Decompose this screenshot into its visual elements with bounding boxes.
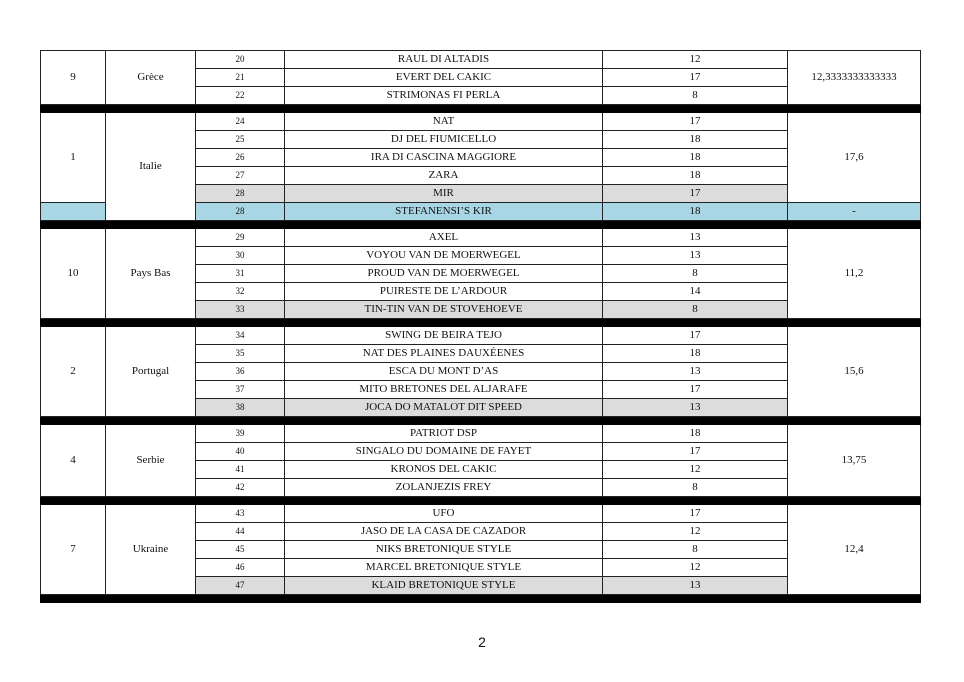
country-cell: Grèce <box>106 51 196 105</box>
dog-number-cell: 41 <box>196 461 285 479</box>
dog-score-cell: 13 <box>603 363 788 381</box>
dog-number-cell: 46 <box>196 559 285 577</box>
team-rank-cell-empty <box>41 203 106 221</box>
dog-score-cell: 12 <box>603 559 788 577</box>
dog-number-cell: 31 <box>196 265 285 283</box>
dog-number-cell: 35 <box>196 345 285 363</box>
dog-number-cell: 45 <box>196 541 285 559</box>
dog-number-cell: 37 <box>196 381 285 399</box>
dog-score-cell: 18 <box>603 203 788 221</box>
dog-number-cell: 28 <box>196 203 285 221</box>
dog-number-cell: 29 <box>196 229 285 247</box>
dog-name-cell: RAUL DI ALTADIS <box>285 51 603 69</box>
dog-score-cell: 8 <box>603 301 788 319</box>
team-average-cell: 17,6 <box>788 113 921 203</box>
dog-name-cell: ESCA DU MONT D’AS <box>285 363 603 381</box>
dog-score-cell: 12 <box>603 523 788 541</box>
group-separator <box>41 221 921 229</box>
dog-name-cell: PROUD VAN DE MOERWEGEL <box>285 265 603 283</box>
dog-name-cell: MITO BRETONES DEL ALJARAFE <box>285 381 603 399</box>
dog-name-cell: IRA DI CASCINA MAGGIORE <box>285 149 603 167</box>
dog-name-cell: ZOLANJEZIS FREY <box>285 479 603 497</box>
team-average-cell: 12,3333333333333 <box>788 51 921 105</box>
dog-name-cell: KRONOS DEL CAKIC <box>285 461 603 479</box>
dog-name-cell: NAT <box>285 113 603 131</box>
dog-score-cell: 13 <box>603 577 788 595</box>
dog-name-cell: PATRIOT DSP <box>285 425 603 443</box>
country-cell: Ukraine <box>106 505 196 595</box>
dog-name-cell: MARCEL BRETONIQUE STYLE <box>285 559 603 577</box>
dog-score-cell: 12 <box>603 51 788 69</box>
table-row <box>41 505 921 523</box>
dog-number-cell: 44 <box>196 523 285 541</box>
dog-name-cell: STRIMONAS FI PERLA <box>285 87 603 105</box>
team-average-cell: 12,4 <box>788 505 921 595</box>
dog-name-cell: NIKS BRETONIQUE STYLE <box>285 541 603 559</box>
dog-score-cell: 17 <box>603 381 788 399</box>
dog-number-cell: 27 <box>196 167 285 185</box>
team-average-cell: 11,2 <box>788 229 921 319</box>
dog-number-cell: 42 <box>196 479 285 497</box>
dog-score-cell: 17 <box>603 327 788 345</box>
page-number: 2 <box>478 634 486 650</box>
dog-number-cell: 39 <box>196 425 285 443</box>
dog-number-cell: 36 <box>196 363 285 381</box>
country-cell: Portugal <box>106 327 196 417</box>
dog-number-cell: 34 <box>196 327 285 345</box>
group-separator-bar <box>41 319 921 327</box>
group-separator-bar <box>41 497 921 505</box>
dog-number-cell: 43 <box>196 505 285 523</box>
dog-name-cell: EVERT DEL CAKIC <box>285 69 603 87</box>
dog-score-cell: 13 <box>603 399 788 417</box>
team-rank-cell: 2 <box>41 327 106 417</box>
country-cell: Pays Bas <box>106 229 196 319</box>
dog-score-cell: 14 <box>603 283 788 301</box>
dog-number-cell: 33 <box>196 301 285 319</box>
team-average-cell: 13,75 <box>788 425 921 497</box>
table-row <box>41 229 921 247</box>
group-separator <box>41 595 921 603</box>
group-separator-bar <box>41 221 921 229</box>
dog-number-cell: 20 <box>196 51 285 69</box>
group-separator <box>41 497 921 505</box>
dog-score-cell: 18 <box>603 149 788 167</box>
table-row <box>41 113 921 131</box>
dog-number-cell: 28 <box>196 185 285 203</box>
dog-score-cell: 12 <box>603 461 788 479</box>
dog-name-cell: JOCA DO MATALOT DIT SPEED <box>285 399 603 417</box>
dog-name-cell: NAT DES PLAINES DAUXÉENES <box>285 345 603 363</box>
team-rank-cell: 9 <box>41 51 106 105</box>
group-separator <box>41 417 921 425</box>
dog-name-cell: TIN-TIN VAN DE STOVEHOEVE <box>285 301 603 319</box>
dog-number-cell: 32 <box>196 283 285 301</box>
dog-name-cell: ZARA <box>285 167 603 185</box>
table-row <box>41 51 921 69</box>
dog-score-cell: 8 <box>603 87 788 105</box>
dog-name-cell: PUIRESTE DE L’ARDOUR <box>285 283 603 301</box>
table-row <box>41 425 921 443</box>
dog-number-cell: 30 <box>196 247 285 265</box>
dog-name-cell: STEFANENSI’S KIR <box>285 203 603 221</box>
dog-name-cell: VOYOU VAN DE MOERWEGEL <box>285 247 603 265</box>
results-table-body <box>41 51 921 603</box>
dog-number-cell: 26 <box>196 149 285 167</box>
group-separator-bar <box>41 105 921 113</box>
dog-name-cell: MIR <box>285 185 603 203</box>
group-separator <box>41 319 921 327</box>
dog-score-cell: 18 <box>603 425 788 443</box>
dog-name-cell: SINGALO DU DOMAINE DE FAYET <box>285 443 603 461</box>
dog-number-cell: 38 <box>196 399 285 417</box>
dog-score-cell: 8 <box>603 479 788 497</box>
group-separator <box>41 105 921 113</box>
country-cell: Italie <box>106 113 196 221</box>
dog-score-cell: 13 <box>603 247 788 265</box>
results-table <box>40 50 921 603</box>
dog-score-cell: 17 <box>603 443 788 461</box>
dog-name-cell: SWING DE BEIRA TEJO <box>285 327 603 345</box>
dog-number-cell: 24 <box>196 113 285 131</box>
dog-score-cell: 8 <box>603 265 788 283</box>
dog-number-cell: 21 <box>196 69 285 87</box>
team-average-cell: 15,6 <box>788 327 921 417</box>
dog-score-cell: 17 <box>603 69 788 87</box>
dog-score-cell: 18 <box>603 167 788 185</box>
team-rank-cell: 1 <box>41 113 106 203</box>
dog-number-cell: 22 <box>196 87 285 105</box>
dog-score-cell: 17 <box>603 113 788 131</box>
table-row <box>41 327 921 345</box>
dog-number-cell: 40 <box>196 443 285 461</box>
group-separator-bar <box>41 417 921 425</box>
dog-name-cell: JASO DE LA CASA DE CAZADOR <box>285 523 603 541</box>
team-rank-cell: 7 <box>41 505 106 595</box>
team-average-cell: - <box>788 203 921 221</box>
team-rank-cell: 4 <box>41 425 106 497</box>
dog-name-cell: KLAID BRETONIQUE STYLE <box>285 577 603 595</box>
country-cell: Serbie <box>106 425 196 497</box>
group-separator-bar <box>41 595 921 603</box>
dog-score-cell: 18 <box>603 131 788 149</box>
dog-name-cell: UFO <box>285 505 603 523</box>
dog-number-cell: 47 <box>196 577 285 595</box>
dog-name-cell: AXEL <box>285 229 603 247</box>
dog-score-cell: 18 <box>603 345 788 363</box>
team-rank-cell: 10 <box>41 229 106 319</box>
dog-score-cell: 17 <box>603 505 788 523</box>
dog-name-cell: DJ DEL FIUMICELLO <box>285 131 603 149</box>
dog-score-cell: 13 <box>603 229 788 247</box>
dog-score-cell: 8 <box>603 541 788 559</box>
dog-score-cell: 17 <box>603 185 788 203</box>
dog-number-cell: 25 <box>196 131 285 149</box>
